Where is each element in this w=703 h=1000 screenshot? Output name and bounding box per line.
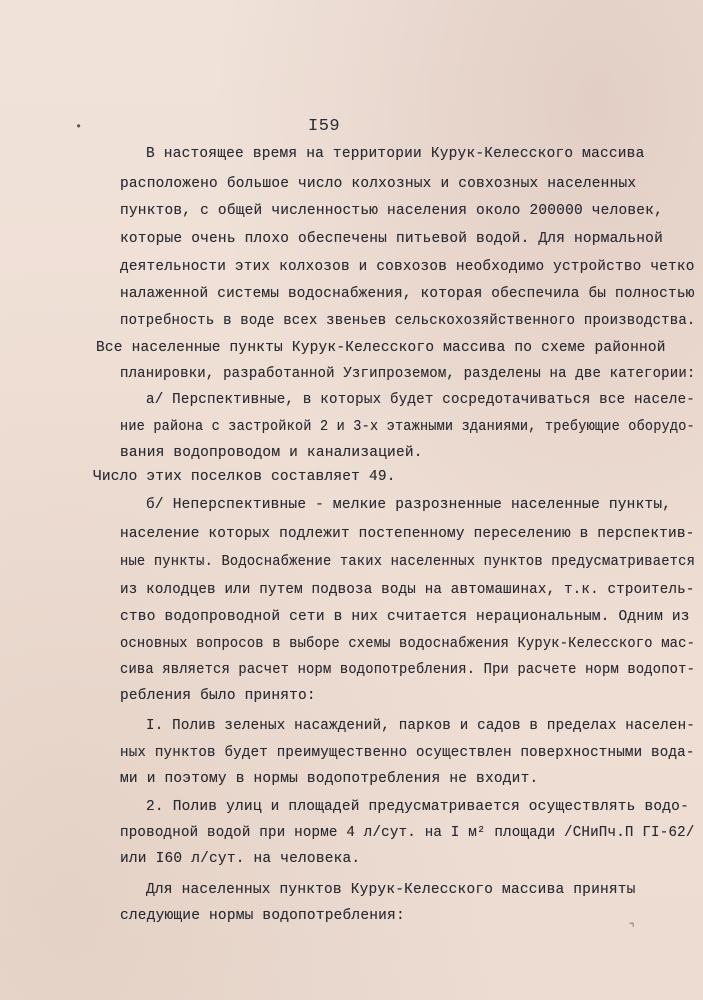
text-line-20: сива является расчет норм водопотребления. При расчете норм водопот- — [120, 662, 696, 678]
margin-tick-mark: • — [75, 120, 83, 134]
text-line-14: б/ Неперспективные - мелкие разрозненные населенные пункты, — [146, 497, 672, 513]
text-line-26: проводной водой при норме 4 л/сут. на I м² площади /СНиПч.П ГI-62/ — [120, 825, 695, 841]
text-line-2: расположено большое число колхозных и совхозных населенных — [120, 176, 637, 192]
text-line-15: население которых подлежит постепенному переселению в перспектив- — [120, 526, 695, 542]
text-line-21: ребления было принято: — [120, 688, 316, 704]
margin-bracket-mark: ⌝ — [628, 921, 636, 935]
text-line-5: деятельности этих колхозов и совхозов необходимо устройство четко — [120, 259, 695, 275]
text-line-12: вания водопроводом и канализацией. — [120, 445, 423, 461]
text-line-10: а/ Перспективные, в которых будет сосредотачиваться все населе- — [146, 392, 696, 408]
page-number: I59 — [308, 117, 341, 136]
text-line-16: ные пункты. Водоснабжение таких населенных пунктов предусматривается — [120, 554, 696, 570]
text-line-27: или I60 л/сут. на человека. — [120, 851, 361, 867]
text-line-7: потребность в воде всех звеньев сельскохозяйственного производства. — [120, 313, 696, 329]
text-line-8: Все населенные пункты Курук-Келесского массива по схеме районной — [96, 340, 666, 356]
text-line-11: ние района с застройкой 2 и 3-х этажными зданиями, требующие оборудо- — [120, 419, 695, 435]
text-line-24: ми и поэтому в нормы водопотребления не входит. — [120, 771, 539, 787]
text-line-6: налаженной системы водоснабжения, которая обеспечила бы полностью — [120, 286, 695, 302]
text-line-29: следующие нормы водопотребления: — [120, 908, 405, 924]
text-line-25: 2. Полив улиц и площадей предусматривается осуществлять водо- — [146, 799, 689, 815]
text-line-1: В настоящее время на территории Курук-Келесского массива — [146, 146, 645, 162]
text-line-18: ство водопроводной сети в них считается нерациональным. Одним из — [120, 609, 690, 625]
text-line-28: Для населенных пунктов Курук-Келесского массива приняты — [146, 882, 636, 898]
text-line-17: из колодцев или путем подвоза воды на автомашинах, т.к. строитель- — [120, 582, 695, 598]
text-line-22: I. Полив зеленых насаждений, парков и садов в пределах населен- — [146, 718, 696, 734]
text-line-19: основных вопросов в выборе схемы водоснабжения Курук-Келесского мас- — [120, 636, 696, 652]
text-line-9: планировки, разработанной Узгипроземом, разделены на две категории: — [120, 366, 696, 382]
text-line-23: ных пунктов будет преимущественно осуществлен поверхностными вода- — [120, 745, 695, 761]
text-line-4: которые очень плохо обеспечены питьевой водой. Для нормальной — [120, 231, 663, 247]
text-line-3: пунктов, с общей численностью населения около 200000 человек, — [120, 203, 663, 219]
text-line-13: Число этих поселков составляет 49. — [93, 469, 396, 485]
